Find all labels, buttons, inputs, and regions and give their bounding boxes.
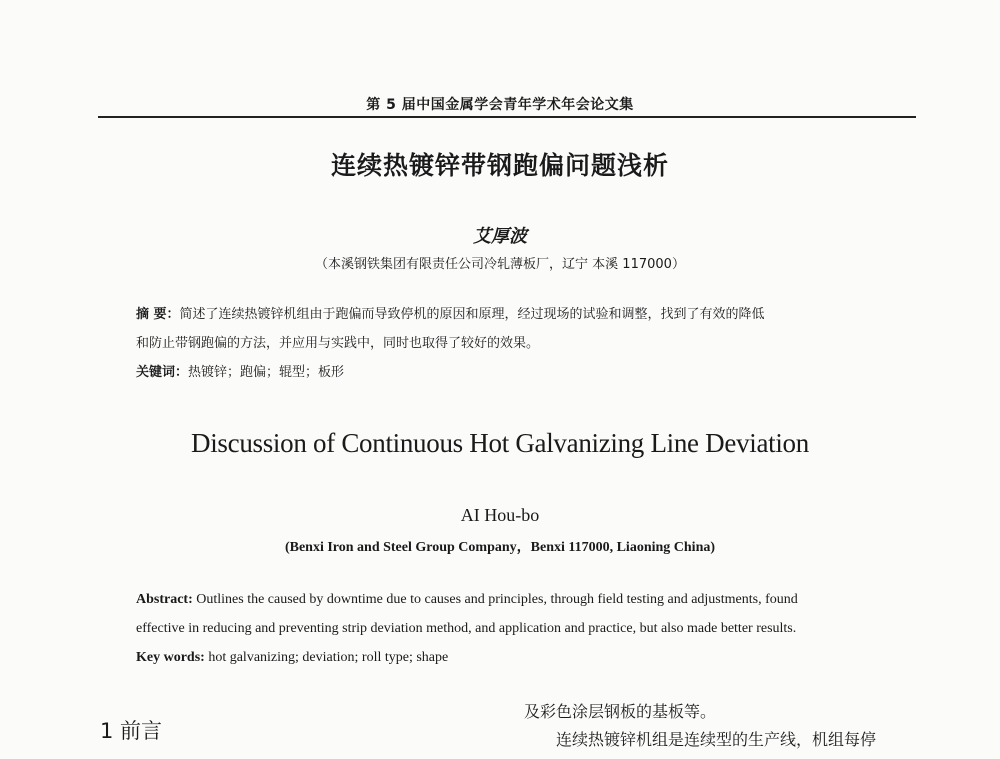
abstract-label-cn: 摘 要： [136, 307, 180, 322]
body-text-line2: 连续热镀锌机组是连续型的生产线，机组每停 [556, 730, 877, 749]
abstract-text-cn-1: 简述了连续热镀锌机组由于跑偏而导致停机的原因和原理，经过现场的试验和调整，找到了有效的降低 [179, 307, 765, 322]
author-en: AI Hou-bo [460, 505, 540, 525]
keywords-text-cn: 热镀锌；跑偏；辊型；板形 [188, 365, 345, 380]
body-text-line1: 及彩色涂层钢板的基板等。 [524, 702, 717, 721]
abstract-text-en-1: Outlines the caused by downtime due to causes and principles, through field testing and adjustments, found [192, 592, 798, 607]
abstract-label-en: Abstract: [136, 592, 193, 607]
abstract-en-line1 [136, 590, 896, 610]
affiliation-cn: （本溪钢铁集团有限责任公司冷轧薄板厂，辽宁 本溪 117000） [315, 257, 685, 272]
paper-title-en: Discussion of Continuous Hot Galvanizing Line Deviation [191, 428, 809, 458]
author-cn: 艾厚波 [473, 226, 527, 247]
keywords-cn [136, 363, 896, 383]
keywords-text-en: hot galvanizing; deviation; roll type; shape [204, 650, 449, 665]
keywords-label-en: Key words: [136, 650, 205, 665]
keywords-label-cn: 关键词： [136, 365, 189, 380]
paper-title-cn: 连续热镀锌带钢跑偏问题浅析 [330, 151, 669, 180]
section-heading-1: 1 前言 [100, 719, 163, 743]
affiliation-en: (Benxi Iron and Steel Group Company，Benxi 117000, Liaoning China) [284, 540, 716, 555]
keywords-en [136, 648, 896, 668]
abstract-cn-line1 [136, 305, 896, 325]
running-header: 第 5 届中国金属学会青年学术年会论文集 [366, 97, 634, 113]
abstract-text-en-2: effective in reducing and preventing strip deviation method, and application and practice, but also made better results. [136, 621, 797, 636]
abstract-text-cn-2: 和防止带钢跑偏的方法，并应用与实践中，同时也取得了较好的效果。 [136, 336, 540, 351]
header-rule [98, 116, 916, 118]
